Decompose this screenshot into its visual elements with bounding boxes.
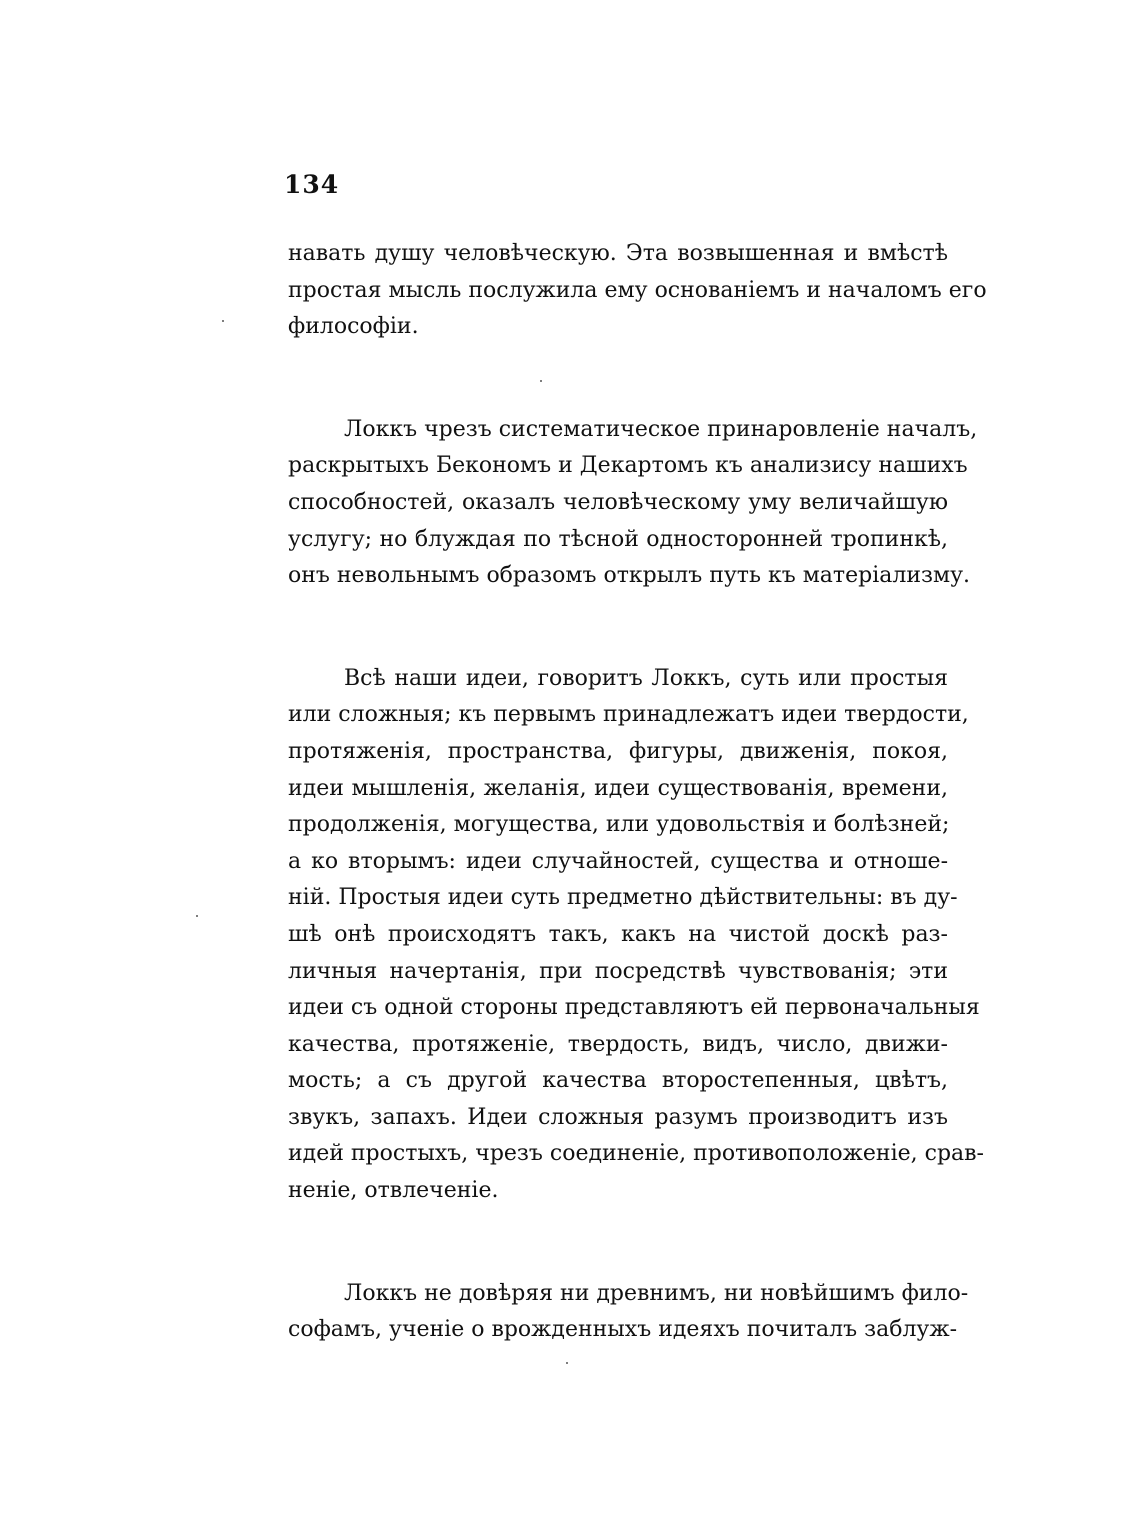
paragraph-2 bbox=[288, 412, 978, 595]
text-line: идей простыхъ, чрезъ соединеніе, противоположеніе, срав- bbox=[288, 1141, 984, 1167]
text-line: философіи. bbox=[288, 314, 419, 340]
text-line: а ко вторымъ: идеи случайностей, существа и отноше- bbox=[288, 848, 948, 874]
text-line: идеи мышленія, желанія, идеи существованія, времени, bbox=[288, 775, 948, 801]
paragraph-4 bbox=[288, 1276, 969, 1349]
scan-speck bbox=[222, 320, 224, 322]
page-number: 134 bbox=[284, 170, 340, 199]
body-text bbox=[288, 236, 987, 1415]
text-line: протяженія, пространства, фигуры, движенія, покоя, bbox=[288, 738, 948, 764]
text-line: простая мысль послужила ему основаніемъ и началомъ его bbox=[288, 277, 987, 303]
text-line: качества, протяженіе, твердость, видъ, число, движи- bbox=[288, 1031, 948, 1057]
text-line: раскрытыхъ Бекономъ и Декартомъ къ анализису нашихъ bbox=[288, 453, 968, 479]
paragraph-1 bbox=[288, 236, 987, 346]
text-line: идеи съ одной стороны представляютъ ей первоначальныя bbox=[288, 995, 980, 1021]
scan-speck bbox=[566, 1362, 568, 1364]
text-line: Всѣ наши идеи, говоритъ Локкъ, суть или простыя bbox=[344, 665, 948, 691]
text-line: неніе, отвлеченіе. bbox=[288, 1178, 499, 1204]
text-line: Локкъ не довѣряя ни древнимъ, ни новѣйшимъ фило- bbox=[344, 1280, 969, 1306]
text-line: мость; а съ другой качества второстепенныя, цвѣтъ, bbox=[288, 1068, 948, 1094]
text-line: навать душу человѣческую. Эта возвышенная и вмѣстѣ bbox=[288, 241, 948, 266]
text-line: ній. Простыя идеи суть предметно дѣйствительны: въ ду- bbox=[288, 885, 958, 911]
text-line: личныя начертанія, при посредствѣ чувствованія; эти bbox=[288, 958, 948, 984]
text-line: Локкъ чрезъ систематическое принаровленіе началъ, bbox=[344, 416, 978, 442]
text-line: софамъ, ученіе о врожденныхъ идеяхъ почиталъ заблуж- bbox=[288, 1317, 958, 1343]
text-line: звукъ, запахъ. Идеи сложныя разумъ производитъ изъ bbox=[288, 1104, 948, 1130]
scan-speck bbox=[196, 915, 198, 917]
text-line: продолженія, могущества, или удовольствія и болѣзней; bbox=[288, 812, 950, 838]
text-line: услугу; но блуждая по тѣсной односторонней тропинкѣ, bbox=[288, 526, 948, 552]
paragraph-3 bbox=[288, 661, 984, 1210]
text-line: онъ невольнымъ образомъ открылъ путь къ матеріализму. bbox=[288, 563, 971, 589]
text-line: шѣ онѣ происходятъ такъ, какъ на чистой доскѣ раз- bbox=[288, 921, 948, 947]
text-line: способностей, оказалъ человѣческому уму величайшую bbox=[288, 489, 948, 515]
scan-speck bbox=[540, 380, 542, 382]
text-line: или сложныя; къ первымъ принадлежатъ идеи твердости, bbox=[288, 702, 969, 728]
